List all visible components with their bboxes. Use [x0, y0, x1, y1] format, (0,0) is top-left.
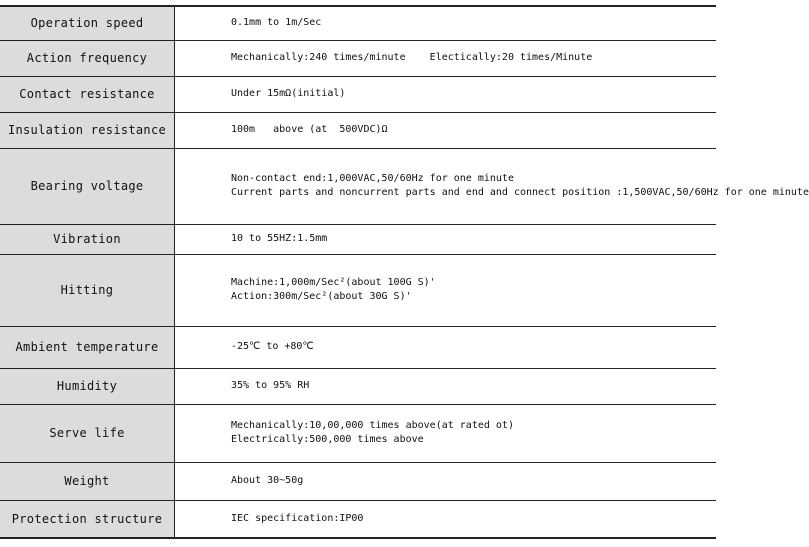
- row-value: Mechanically:240 times/minute Electically:20 times/Minute: [175, 40, 717, 76]
- row-serve-life: [0, 404, 716, 462]
- row-value: 35% to 95% RH: [175, 368, 717, 404]
- row-label: Ambient temperature: [0, 326, 175, 368]
- row-action-frequency: [0, 40, 716, 76]
- row-operation-speed: [0, 6, 716, 40]
- row-value: Under 15mΩ(initial): [175, 76, 717, 112]
- row-hitting: [0, 254, 716, 326]
- row-ambient-temperature: [0, 326, 716, 368]
- row-value: 100m above (at 500VDC)Ω: [175, 112, 717, 148]
- row-vibration: [0, 224, 716, 254]
- row-bearing-voltage: [0, 148, 716, 224]
- row-label: Hitting: [0, 254, 175, 326]
- row-label: Weight: [0, 462, 175, 500]
- row-value: -25℃ to +80℃: [175, 326, 717, 368]
- row-contact-resistance: [0, 76, 716, 112]
- row-value: Mechanically:10,00,000 times above(at rated ot) Electrically:500,000 times above: [175, 404, 717, 462]
- row-label: Vibration: [0, 224, 175, 254]
- row-value: 10 to 55HZ:1.5mm: [175, 224, 717, 254]
- row-weight: [0, 462, 716, 500]
- row-label: Bearing voltage: [0, 148, 175, 224]
- row-label: Protection structure: [0, 500, 175, 538]
- row-protection-structure: [0, 500, 716, 538]
- row-label: Humidity: [0, 368, 175, 404]
- row-label: Action frequency: [0, 40, 175, 76]
- row-value: About 30~50g: [175, 462, 717, 500]
- row-label: Serve life: [0, 404, 175, 462]
- row-label: Operation speed: [0, 6, 175, 40]
- row-label: Contact resistance: [0, 76, 175, 112]
- row-value: IEC specification:IP00: [175, 500, 717, 538]
- row-value: Machine:1,000m/Sec²(about 100G S)' Action:300m/Sec²(about 30G S)': [175, 254, 717, 326]
- row-humidity: [0, 368, 716, 404]
- spec-table: [0, 5, 809, 539]
- row-value: Non-contact end:1,000VAC,50/60Hz for one minute Current parts and noncurrent parts and end and connect position :1,500VAC,50/60Hz for one minute: [175, 148, 717, 224]
- row-value: 0.1mm to 1m/Sec: [175, 6, 717, 40]
- row-label: Insulation resistance: [0, 112, 175, 148]
- row-insulation-resistance: [0, 112, 716, 148]
